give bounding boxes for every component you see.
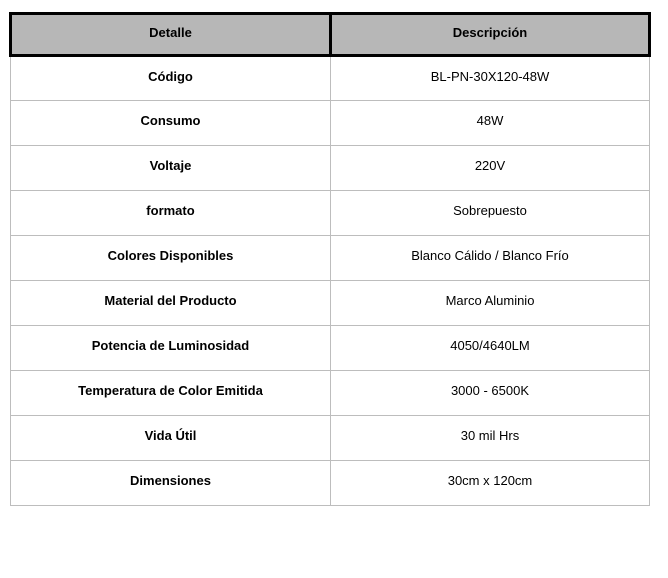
row-label: Colores Disponibles [107,248,234,263]
row-value-cell [331,236,650,281]
row-value-cell [331,461,650,506]
row-label: Material del Producto [104,293,237,308]
row-value: Marco Aluminio [445,293,535,308]
row-value: BL-PN-30X120-48W [430,69,550,84]
row-value: 4050/4640LM [450,338,530,353]
row-label-cell [11,281,331,326]
row-label-cell [11,191,331,236]
row-label-cell [11,461,331,506]
row-label-cell [11,56,331,101]
row-value: 48W [476,113,504,128]
table-body [11,56,650,506]
row-label-cell [11,236,331,281]
row-value-cell [331,416,650,461]
table-row [11,281,650,326]
table-row [11,191,650,236]
row-value-cell [331,146,650,191]
row-value-cell [331,191,650,236]
row-value-cell [331,371,650,416]
row-value-cell [331,56,650,101]
row-label: Temperatura de Color Emitida [78,383,263,398]
table-row [11,461,650,506]
row-label: Potencia de Luminosidad [91,338,250,353]
header-detail [11,14,331,56]
row-label-cell [11,146,331,191]
table-row [11,146,650,191]
row-value: Blanco Cálido / Blanco Frío [411,248,569,263]
row-label: formato [146,203,195,218]
row-label: Voltaje [149,158,192,173]
row-label-cell [11,101,331,146]
table-row [11,236,650,281]
row-label: Código [148,69,193,84]
row-label-cell [11,326,331,371]
table-header [11,14,650,56]
row-value-cell [331,101,650,146]
row-value-cell [331,281,650,326]
row-value: 30 mil Hrs [460,428,520,443]
header-description [331,14,650,56]
spec-table [9,12,651,506]
table-row [11,56,650,101]
header-description-label: Descripción [452,25,528,40]
row-value-cell [331,326,650,371]
row-label: Vida Útil [144,428,197,443]
row-value: Sobrepuesto [453,203,527,218]
row-value: 220V [474,158,506,173]
header-detail-label: Detalle [149,25,192,40]
table-row [11,326,650,371]
row-value: 30cm x 120cm [447,473,533,488]
row-label: Consumo [140,113,201,128]
row-label: Dimensiones [130,473,211,488]
header-row [11,14,650,56]
row-value: 3000 - 6500K [450,383,530,398]
row-label-cell [11,416,331,461]
row-label-cell [11,371,331,416]
table-row [11,416,650,461]
table-row [11,371,650,416]
table-row [11,101,650,146]
